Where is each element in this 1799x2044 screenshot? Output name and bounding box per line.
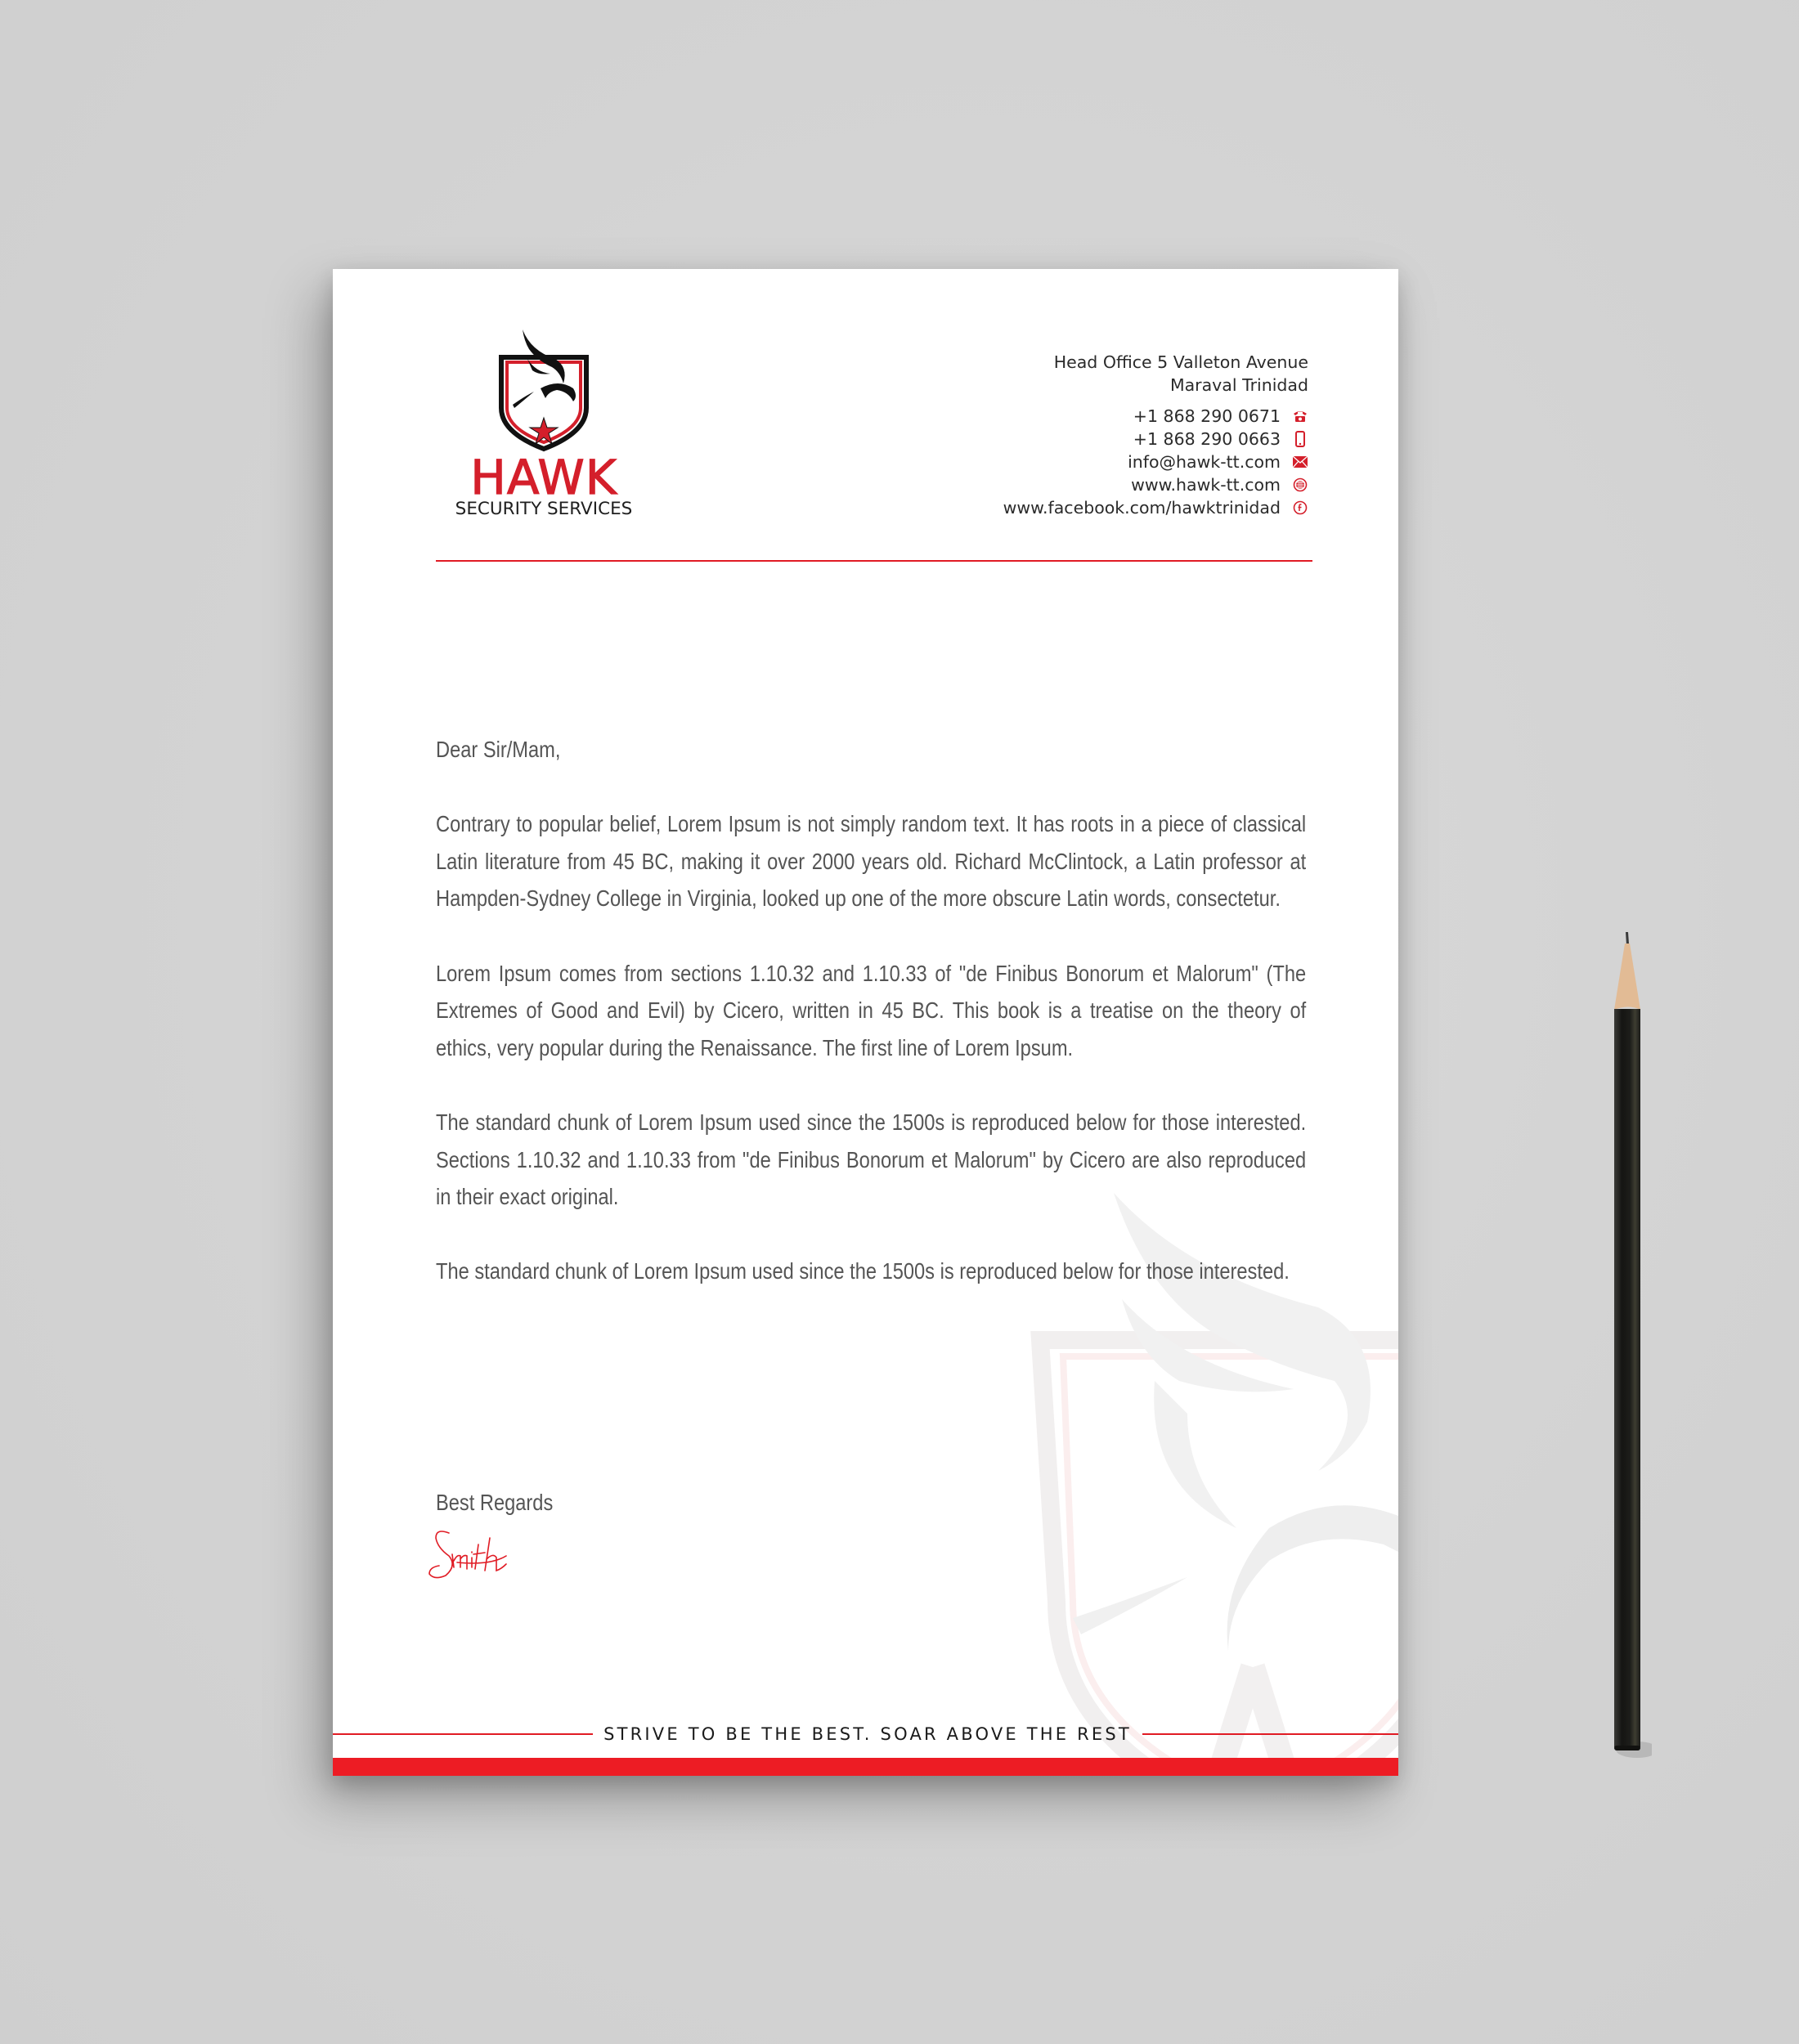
paragraph-1: Contrary to popular belief, Lorem Ipsum is not simply random text. It has roots in a piece of classical Latin literature from 45 BC, making it over 2000 years old. Richard McClintock, a Latin professor at Hampden-Sydney College in Virginia, looked up one of the more obscure Latin words, consectetur. [436, 811, 1307, 912]
email-address: info@hawk-tt.com [1128, 452, 1281, 472]
contact-block [1003, 351, 1308, 519]
contact-mobile[interactable] [1003, 428, 1308, 450]
footer-line-right [1142, 1733, 1398, 1735]
mobile-phone-icon [1292, 431, 1308, 447]
telephone-icon [1292, 408, 1308, 424]
contact-email[interactable] [1003, 450, 1308, 473]
signature-smith-icon [424, 1526, 523, 1584]
paragraph-4: The standard chunk of Lorem Ipsum used since the 1500s is reproduced below for those interested. [436, 1258, 1290, 1284]
footer-red-bar [333, 1758, 1398, 1776]
closing: Best Regards [436, 1490, 554, 1515]
contact-facebook[interactable] [1003, 496, 1308, 519]
phone-number: +1 868 290 0671 [1133, 406, 1281, 426]
header-divider [436, 560, 1312, 562]
paragraph-3: The standard chunk of Lorem Ipsum used since the 1500s is reproduced below for those interested. Sections 1.10.32 and 1.10.33 from "de Finibus Bonorum et Malorum" by Cicero are also reproduced in their exact original. [436, 1109, 1307, 1210]
hawk-shield-icon [498, 326, 590, 457]
address-line-1: Head Office 5 Valleton Avenue [1053, 352, 1308, 372]
footer-line-left [333, 1733, 593, 1735]
letter-body [436, 731, 1306, 1328]
facebook-icon [1292, 500, 1308, 516]
greeting: Dear Sir/Mam, [436, 737, 561, 762]
company-subtitle: SECURITY SERVICES [455, 499, 633, 519]
company-logo [437, 326, 650, 527]
address-line-2: Maraval Trinidad [1169, 375, 1308, 395]
envelope-icon [1292, 454, 1308, 470]
paragraph-2: Lorem Ipsum comes from sections 1.10.32 and 1.10.33 of "de Finibus Bonorum et Malorum" (The Extremes of Good and Evil) by Cicero, written in 45 BC. This book is a treatise on the theory of ethics, very popular during the Renaissance. The first line of Lorem Ipsum. [436, 960, 1307, 1060]
contact-website[interactable] [1003, 473, 1308, 496]
contact-phone[interactable] [1003, 405, 1308, 428]
company-name: HAWK [470, 450, 617, 505]
facebook-url: www.facebook.com/hawktrinidad [1003, 498, 1281, 518]
pencil-icon [1603, 932, 1652, 1758]
mobile-number: +1 868 290 0663 [1133, 429, 1281, 449]
contact-list [1003, 405, 1308, 519]
website-url: www.hawk-tt.com [1131, 475, 1281, 495]
footer-tagline: STRIVE TO BE THE BEST. SOAR ABOVE THE REST [603, 1724, 1132, 1744]
letterhead-paper [333, 269, 1398, 1776]
globe-icon [1292, 477, 1308, 493]
signature [424, 1526, 523, 1588]
